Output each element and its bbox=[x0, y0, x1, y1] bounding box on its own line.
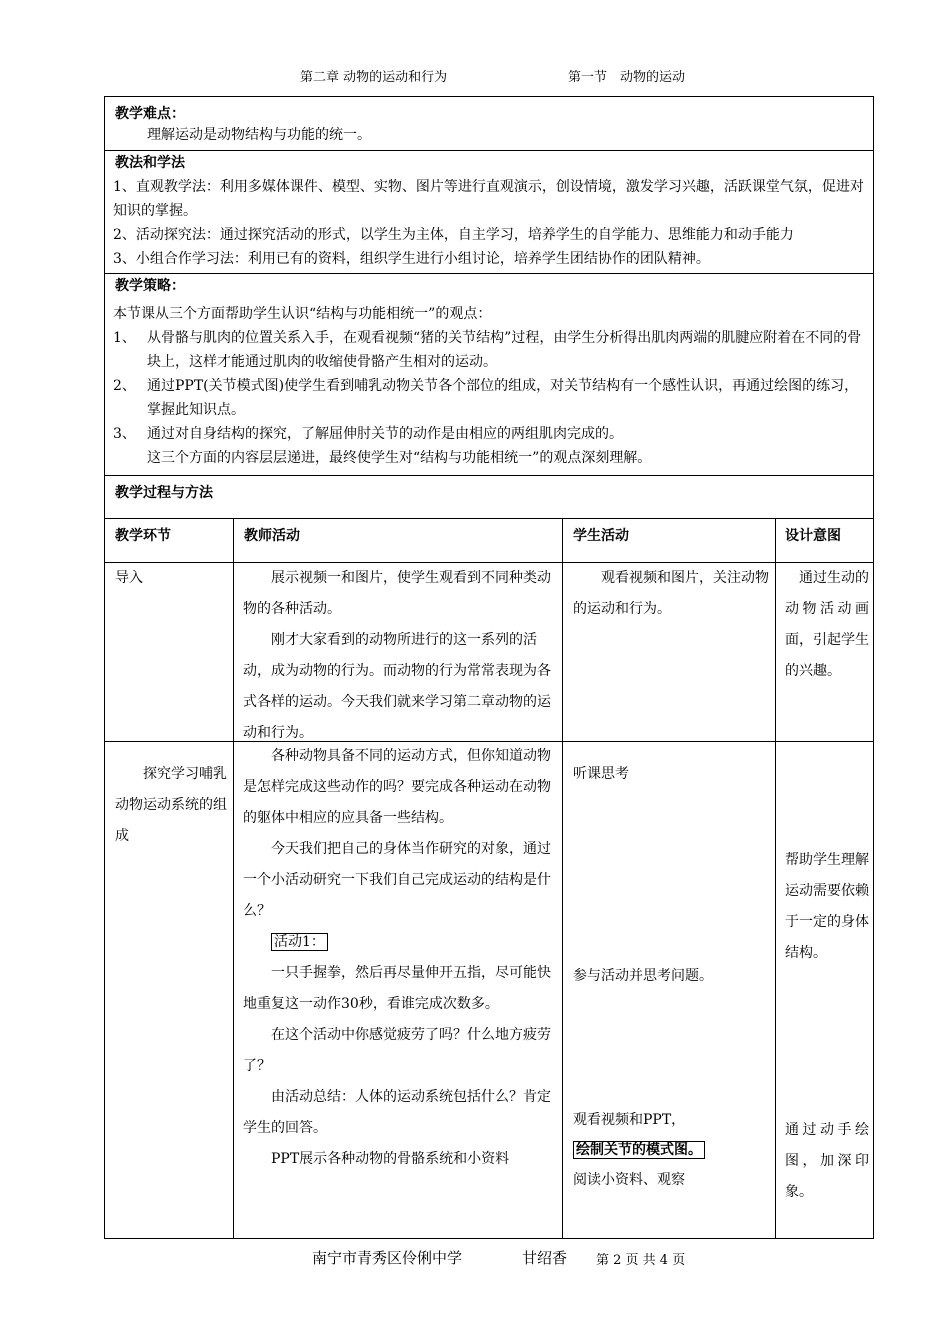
column-header-student: 学生活动 bbox=[573, 528, 629, 544]
section-title: 第一节 动物的运动 bbox=[568, 70, 686, 85]
row2-teacher bbox=[243, 741, 555, 1175]
strategy-section bbox=[104, 273, 874, 476]
row2-intent-1: 帮助学生理解运动需要依赖于一定的身体结构。 bbox=[785, 852, 869, 961]
row2-teacher-p4: 在这个活动中你感觉疲劳了吗？什么地方疲劳了？ bbox=[243, 1027, 551, 1074]
row2-student-2: 参与活动并思考问题。 bbox=[573, 968, 713, 984]
strategy-item-num: 1、 bbox=[113, 330, 136, 346]
column-header-teacher: 教师活动 bbox=[244, 528, 300, 544]
page-header bbox=[0, 66, 950, 86]
methods-section bbox=[104, 150, 874, 274]
row1-teacher-p1: 展示视频一和图片，使学生观看到不同种类动物的各种活动。 bbox=[243, 570, 551, 617]
difficulty-title: 教学难点： bbox=[115, 106, 185, 122]
difficulty-text: 理解运动是动物结构与功能的统一。 bbox=[147, 127, 371, 143]
methods-list bbox=[113, 175, 869, 271]
column-header-intent: 设计意图 bbox=[785, 528, 841, 544]
process-section bbox=[104, 475, 874, 519]
row1-teacher bbox=[243, 563, 555, 749]
methods-item-1: 1、直观教学法：利用多媒体课件、模型、实物、图片等进行直观演示，创设情境，激发学习兴趣，活跃课堂气氛，促进对知识的掌握。 bbox=[113, 179, 864, 219]
row2-teacher-p3: 一只手握拳，然后再尽量伸开五指，尽可能快地重复这一动作30秒，看谁完成次数多。 bbox=[243, 965, 551, 1012]
column-header-stage: 教学环节 bbox=[115, 528, 171, 544]
difficulty-section bbox=[104, 96, 874, 151]
strategy-list bbox=[113, 326, 869, 470]
row1-intent: 通过生动的动物活动画面，引起学生的兴趣。 bbox=[785, 570, 869, 679]
footer-page: 第 2 页 共 4 页 bbox=[596, 1253, 686, 1268]
footer-author: 甘绍香 bbox=[522, 1249, 568, 1267]
strategy-title: 教学策略： bbox=[115, 278, 185, 294]
row2-teacher-p5: 由活动总结：人体的运动系统包括什么？肯定学生的回答。 bbox=[243, 1089, 551, 1136]
strategy-item-text: 从骨骼与肌肉的位置关系入手，在观看视频“猪的关节结构”过程，由学生分析得出肌肉两端的肌腱应附着在不同的骨块上，这样才能通过肌肉的收缩使骨骼产生相对的运动。 bbox=[147, 330, 862, 370]
row2-teacher-p6: PPT展示各种动物的骨骼系统和小资料 bbox=[271, 1151, 510, 1167]
chapter-title: 第二章 动物的运动和行为 bbox=[300, 70, 448, 85]
row2-student-3: 观看视频和PPT， bbox=[573, 1112, 686, 1128]
row2-teacher-p1: 各种动物具备不同的运动方式，但你知道动物是怎样完成这些动作的吗？要完成各种运动在动物的躯体中相应的应具备一些结构。 bbox=[243, 748, 551, 826]
strategy-item-text: 通过PPT(关节模式图)使学生看到哺乳动物关节各个部位的组成，对关节结构有一个感性认识，再通过绘图的练习，掌握此知识点。 bbox=[147, 378, 859, 418]
strategy-item-1 bbox=[113, 326, 869, 374]
strategy-conclusion: 这三个方面的内容层层递进，最终使学生对“结构与功能相统一”的观点深刻理解。 bbox=[147, 450, 652, 466]
row1-student: 观看视频和图片，关注动物的运动和行为。 bbox=[573, 570, 769, 617]
row2-intent-2: 通过动手绘图，加深印象。 bbox=[785, 1122, 869, 1200]
row2-student-4-wrap bbox=[573, 1135, 705, 1166]
strategy-item-num: 2、 bbox=[113, 378, 136, 394]
methods-item-3: 3、小组合作学习法：利用已有的资料，组织学生进行小组讨论，培养学生团结协作的团队精神。 bbox=[113, 251, 710, 267]
footer-school: 南宁市青秀区伶俐中学 bbox=[312, 1249, 463, 1267]
row2-student-4: 绘制关节的模式图。 bbox=[573, 1141, 705, 1159]
strategy-item-text: 通过对自身结构的探究，了解屈伸肘关节的动作是由相应的两组肌肉完成的。 bbox=[147, 426, 623, 442]
row2-stage: 探究学习哺乳动物运动系统的组成 bbox=[115, 766, 227, 844]
methods-title: 教法和学法 bbox=[115, 155, 185, 171]
process-table bbox=[104, 518, 874, 1239]
row2-student-5: 阅读小资料、观察 bbox=[573, 1172, 685, 1188]
strategy-intro: 本节课从三个方面帮助学生认识“结构与功能相统一”的观点： bbox=[113, 306, 492, 322]
row2-student-1: 听课思考 bbox=[573, 766, 629, 782]
process-title: 教学过程与方法 bbox=[115, 485, 213, 501]
row1-stage: 导入 bbox=[115, 570, 143, 586]
strategy-item-2 bbox=[113, 374, 869, 422]
activity-label: 活动1： bbox=[271, 933, 328, 951]
strategy-item-num: 3、 bbox=[113, 426, 136, 442]
methods-item-2: 2、活动探究法：通过探究活动的形式，以学生为主体，自主学习，培养学生的自学能力、思维能力和动手能力 bbox=[113, 227, 794, 243]
strategy-item-3 bbox=[113, 422, 869, 446]
row2-teacher-p2: 今天我们把自己的身体当作研究的对象，通过一个小活动研究一下我们自己完成运动的结构是什么？ bbox=[243, 841, 551, 919]
row1-teacher-p2: 刚才大家看到的动物所进行的这一系列的活动，成为动物的行为。而动物的行为常常表现为各式各样的运动。今天我们就来学习第二章动物的运动和行为。 bbox=[243, 632, 551, 741]
